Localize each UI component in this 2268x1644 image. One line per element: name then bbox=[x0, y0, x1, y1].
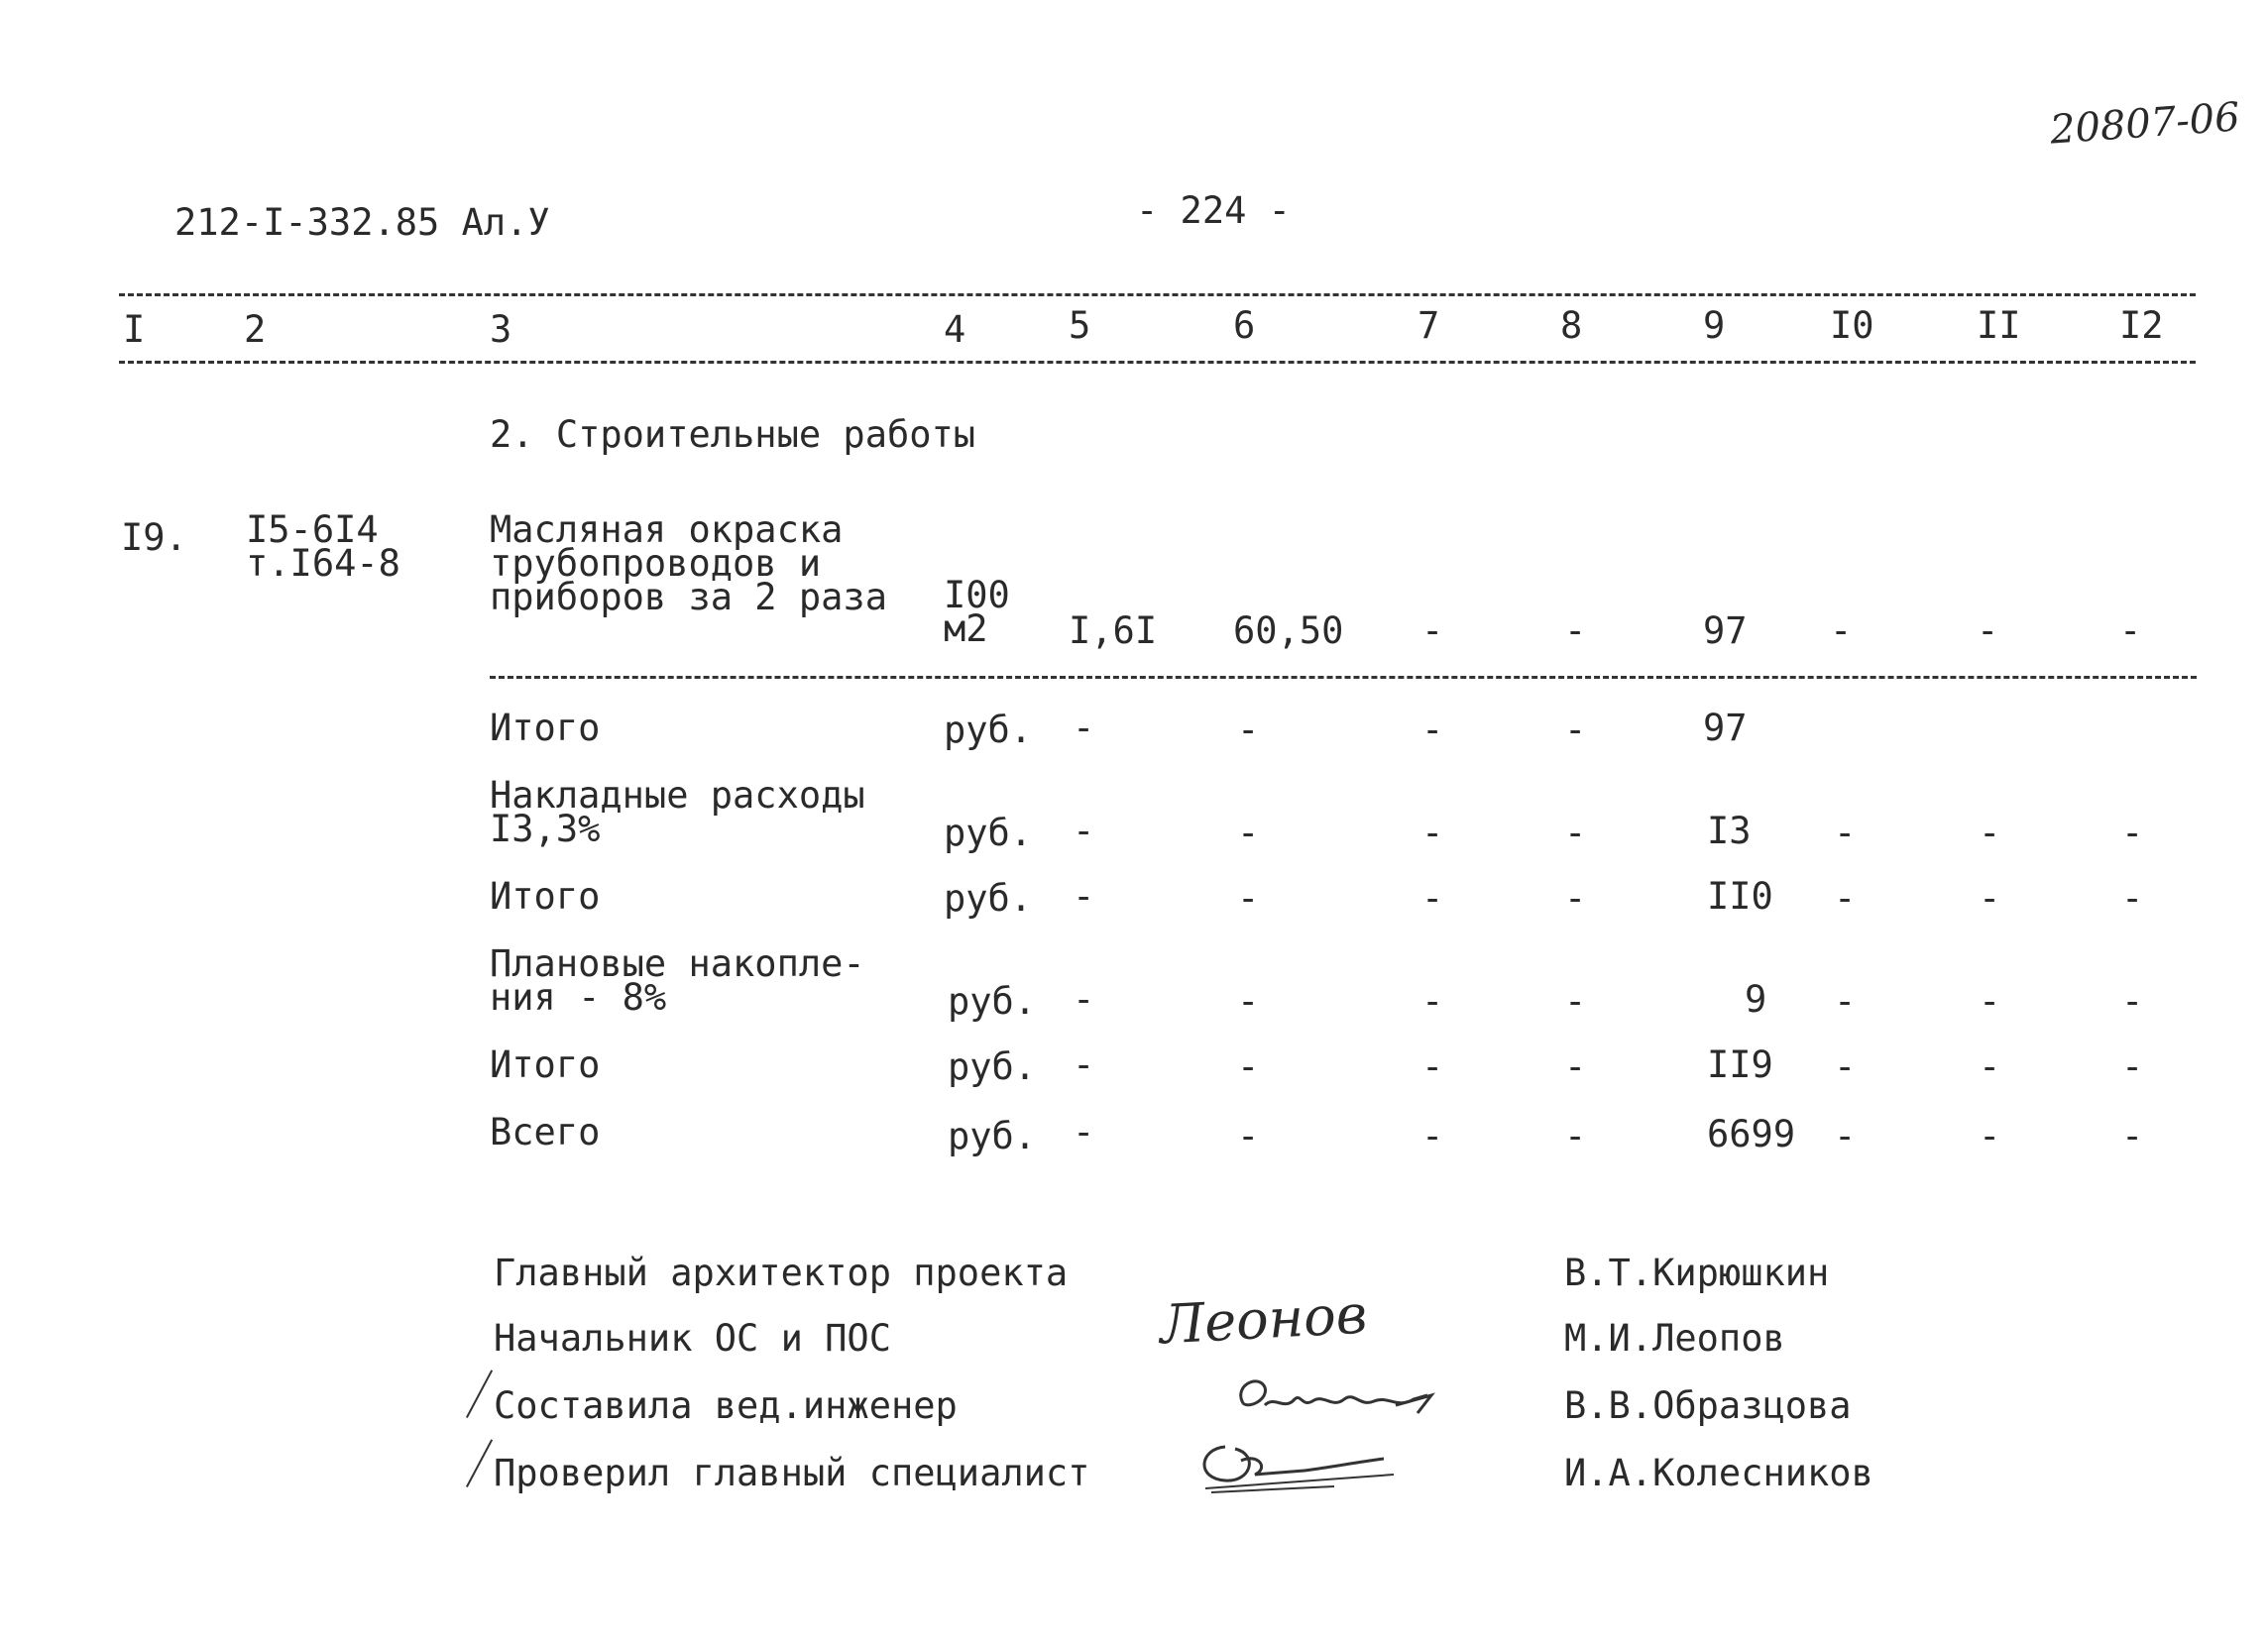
summary-col7: - bbox=[1421, 1045, 1444, 1088]
summary-label-line2: ния - 8% bbox=[490, 976, 667, 1019]
item-bottom-rule bbox=[490, 676, 2197, 679]
item-col10: - bbox=[1830, 609, 1853, 652]
item-col12: - bbox=[2119, 609, 2142, 652]
page-number: - 224 - bbox=[1136, 189, 1291, 232]
col-header-9: 9 bbox=[1703, 304, 1726, 347]
signature-name-head-os: М.И.Леопов bbox=[1564, 1317, 1785, 1360]
summary-col12: - bbox=[2121, 812, 2144, 854]
summary-unit: руб. bbox=[944, 877, 1033, 920]
item-col8: - bbox=[1564, 609, 1587, 652]
summary-col7: - bbox=[1421, 877, 1444, 920]
summary-label: Всего bbox=[490, 1111, 601, 1153]
item-unit-line1: I00 bbox=[944, 574, 1010, 616]
summary-col9: 6699 bbox=[1707, 1113, 1796, 1155]
summary-col8: - bbox=[1564, 1045, 1587, 1088]
summary-col6: - bbox=[1237, 877, 1260, 920]
col-header-6: 6 bbox=[1233, 304, 1256, 347]
summary-col8: - bbox=[1564, 1115, 1587, 1157]
handwritten-signature-lead-engineer bbox=[1229, 1366, 1457, 1425]
summary-label: Итого bbox=[490, 707, 601, 749]
handwritten-signature-chief-specialist bbox=[1186, 1431, 1443, 1500]
summary-col12: - bbox=[2121, 877, 2144, 920]
col-header-2: 2 bbox=[244, 308, 267, 351]
item-col5: I,6I bbox=[1069, 609, 1158, 652]
item-desc-line1: Масляная окраска bbox=[490, 508, 844, 551]
summary-col12: - bbox=[2121, 1115, 2144, 1157]
item-col7: - bbox=[1421, 609, 1444, 652]
summary-col9: II9 bbox=[1707, 1043, 1773, 1086]
summary-col11: - bbox=[1979, 1045, 2001, 1088]
summary-col7: - bbox=[1421, 980, 1444, 1023]
summary-label-line1: Плановые накопле- bbox=[490, 942, 865, 985]
signature-name-chief-specialist: И.А.Колесников bbox=[1564, 1452, 1873, 1494]
summary-col8: - bbox=[1564, 877, 1587, 920]
summary-col12: - bbox=[2121, 980, 2144, 1023]
col-header-12: I2 bbox=[2119, 304, 2164, 347]
summary-col10: - bbox=[1834, 812, 1857, 854]
col-header-7: 7 bbox=[1418, 304, 1440, 347]
signature-name-chief-architect: В.Т.Кирюшкин bbox=[1564, 1252, 1830, 1294]
summary-label: Итого bbox=[490, 1043, 601, 1086]
col-header-4: 4 bbox=[944, 308, 966, 351]
header-bottom-rule bbox=[119, 361, 2196, 364]
signature-name-lead-engineer: В.В.Образцова bbox=[1564, 1384, 1852, 1427]
item-code-line1: I5-6I4 bbox=[246, 508, 379, 551]
summary-col5: - bbox=[1073, 875, 1095, 918]
handwritten-signature-head-os: Леонов bbox=[1158, 1282, 1369, 1357]
summary-col11: - bbox=[1979, 980, 2001, 1023]
summary-col5: - bbox=[1073, 1111, 1095, 1153]
signature-title-chief-architect: Главный архитектор проекта bbox=[494, 1252, 1069, 1294]
summary-col11: - bbox=[1979, 1115, 2001, 1157]
summary-col11: - bbox=[1979, 812, 2001, 854]
signature-title-head-os: Начальник ОС и ПОС bbox=[494, 1317, 891, 1360]
summary-col12: - bbox=[2121, 1045, 2144, 1088]
summary-col7: - bbox=[1421, 812, 1444, 854]
summary-unit: руб. bbox=[948, 980, 1037, 1023]
item-desc-line2: трубопроводов и bbox=[490, 542, 822, 585]
summary-unit: руб. bbox=[948, 1045, 1037, 1088]
item-number: I9. bbox=[121, 516, 187, 559]
summary-col7: - bbox=[1421, 709, 1444, 751]
summary-col10: - bbox=[1834, 877, 1857, 920]
summary-col6: - bbox=[1237, 812, 1260, 854]
summary-col6: - bbox=[1237, 980, 1260, 1023]
summary-col8: - bbox=[1564, 709, 1587, 751]
summary-unit: руб. bbox=[944, 709, 1033, 751]
summary-col5: - bbox=[1073, 1043, 1095, 1086]
signature-title-chief-specialist: Проверил главный специалист bbox=[494, 1452, 1090, 1494]
summary-col9: 9 bbox=[1745, 978, 1767, 1021]
item-col9: 97 bbox=[1703, 609, 1748, 652]
item-code-line2: т.I64-8 bbox=[246, 542, 400, 585]
summary-col5: - bbox=[1073, 978, 1095, 1021]
summary-col8: - bbox=[1564, 812, 1587, 854]
summary-col8: - bbox=[1564, 980, 1587, 1023]
col-header-8: 8 bbox=[1560, 304, 1583, 347]
item-col11: - bbox=[1977, 609, 1999, 652]
col-header-5: 5 bbox=[1069, 304, 1091, 347]
item-desc-line3: приборов за 2 раза bbox=[490, 576, 887, 618]
tick-mark bbox=[466, 1439, 493, 1487]
archive-number: 20807-06 bbox=[2048, 94, 2242, 154]
summary-col6: - bbox=[1237, 1115, 1260, 1157]
summary-col9: I3 bbox=[1707, 810, 1752, 852]
summary-label-line2: I3,3% bbox=[490, 808, 601, 850]
summary-col5: - bbox=[1073, 707, 1095, 749]
header-top-rule bbox=[119, 293, 2196, 296]
summary-col10: - bbox=[1834, 1115, 1857, 1157]
col-header-11: II bbox=[1977, 304, 2021, 347]
summary-unit: руб. bbox=[948, 1115, 1037, 1157]
summary-col9: 97 bbox=[1703, 707, 1748, 749]
summary-unit: руб. bbox=[944, 812, 1033, 854]
summary-col10: - bbox=[1834, 1045, 1857, 1088]
col-header-3: 3 bbox=[490, 308, 512, 351]
col-header-1: I bbox=[123, 308, 146, 351]
tick-mark bbox=[466, 1370, 493, 1418]
section-title: 2. Строительные работы bbox=[490, 413, 976, 456]
summary-label-line1: Накладные расходы bbox=[490, 774, 865, 817]
summary-col6: - bbox=[1237, 1045, 1260, 1088]
summary-col10: - bbox=[1834, 980, 1857, 1023]
signature-title-lead-engineer: Составила вед.инженер bbox=[494, 1384, 958, 1427]
summary-label: Итого bbox=[490, 875, 601, 918]
summary-col9: II0 bbox=[1707, 875, 1773, 918]
summary-col5: - bbox=[1073, 810, 1095, 852]
item-unit-line2: м2 bbox=[944, 607, 988, 650]
summary-col11: - bbox=[1979, 877, 2001, 920]
item-col6: 60,50 bbox=[1233, 609, 1344, 652]
document-code: 212-I-332.85 Ал.У bbox=[174, 201, 550, 244]
summary-col6: - bbox=[1237, 709, 1260, 751]
col-header-10: I0 bbox=[1830, 304, 1874, 347]
summary-col7: - bbox=[1421, 1115, 1444, 1157]
